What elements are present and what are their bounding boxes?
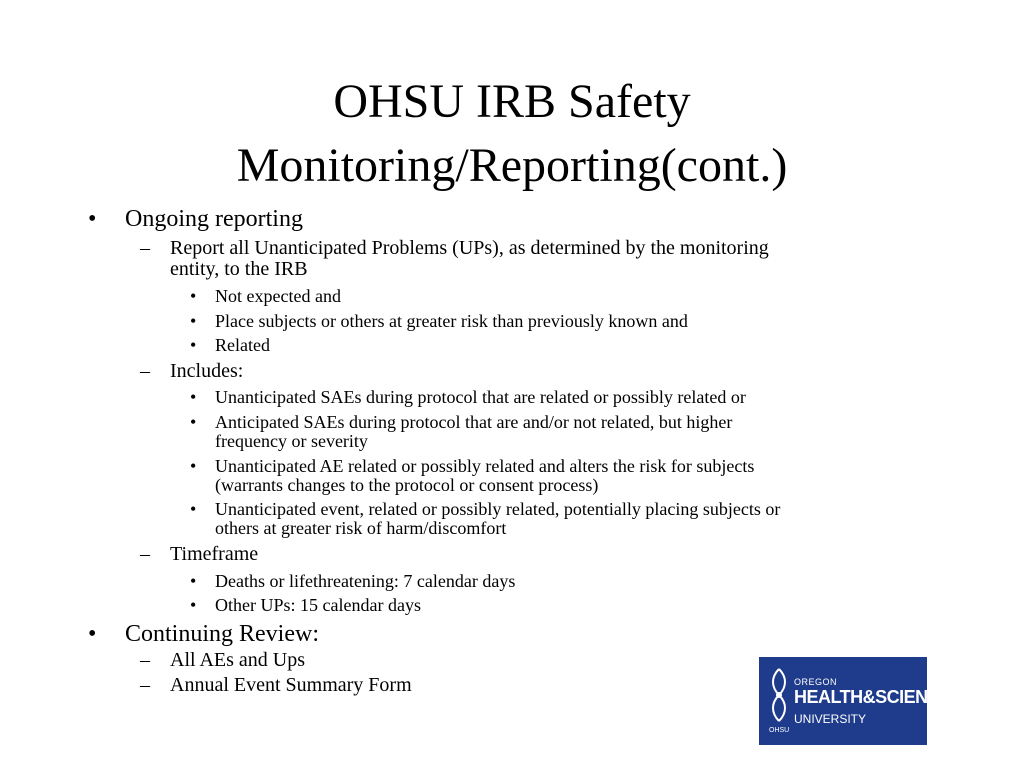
bullet-mark: • xyxy=(190,412,197,432)
logo-text-health-science: HEALTH&SCIENCE xyxy=(794,687,952,707)
item-include-2-line2: frequency or severity xyxy=(215,431,368,451)
item-include-3-line1: Unanticipated AE related or possibly related and alters the risk for subjects xyxy=(215,456,755,476)
item-not-expected: Not expected and xyxy=(215,286,341,306)
item-include-2-line1: Anticipated SAEs during protocol that are and/or not related, but higher xyxy=(215,412,733,432)
title-line-2: Monitoring/Reporting(cont.) xyxy=(236,139,788,192)
sub-all-aes: All AEs and Ups xyxy=(170,649,305,671)
bullet-mark: • xyxy=(88,206,97,232)
logo-text-university: UNIVERSITY xyxy=(794,712,867,726)
bullet-mark: • xyxy=(190,335,197,355)
sub-report-line1: Report all Unanticipated Problems (UPs), as determined by the monitoring xyxy=(170,237,769,259)
dash-mark: – xyxy=(140,360,150,382)
bullet-mark: • xyxy=(88,621,97,647)
item-include-4-line1: Unanticipated event, related or possibly related, potentially placing subjects or xyxy=(215,499,781,519)
dash-mark: – xyxy=(140,649,150,671)
sub-report-line2: entity, to the IRB xyxy=(170,258,308,280)
bullet-ongoing-reporting: Ongoing reporting xyxy=(125,206,303,232)
bullet-continuing-review: Continuing Review: xyxy=(125,621,319,647)
bullet-mark: • xyxy=(190,595,197,615)
bullet-mark: • xyxy=(190,571,197,591)
item-place-subjects: Place subjects or others at greater risk than previously known and xyxy=(215,311,688,331)
item-related: Related xyxy=(215,335,270,355)
item-include-3-line2: (warrants changes to the protocol or consent process) xyxy=(215,475,599,495)
item-timeframe-deaths: Deaths or lifethreatening: 7 calendar days xyxy=(215,571,516,591)
item-include-1: Unanticipated SAEs during protocol that are related or possibly related or xyxy=(215,387,746,407)
title-line-1: OHSU IRB Safety xyxy=(333,75,691,128)
item-timeframe-other: Other UPs: 15 calendar days xyxy=(215,595,421,615)
sub-timeframe: Timeframe xyxy=(170,543,259,565)
slide-title xyxy=(0,70,1024,198)
bullet-mark: • xyxy=(190,387,197,407)
ohsu-logo xyxy=(759,657,952,745)
dash-mark: – xyxy=(140,237,150,259)
dash-mark: – xyxy=(140,674,150,696)
sub-annual-summary: Annual Event Summary Form xyxy=(170,674,412,696)
bullet-mark: • xyxy=(190,311,197,331)
sub-includes: Includes: xyxy=(170,360,244,382)
logo-badge-ohsu: OHSU xyxy=(769,727,790,734)
dash-mark: – xyxy=(140,543,150,565)
bullet-mark: • xyxy=(190,456,197,476)
bullet-mark: • xyxy=(190,499,197,519)
bullet-mark: • xyxy=(190,286,197,306)
ohsu-emblem-icon xyxy=(767,667,791,723)
item-include-4-line2: others at greater risk of harm/discomfort xyxy=(215,518,507,538)
logo-text-oregon: OREGON xyxy=(794,677,838,687)
